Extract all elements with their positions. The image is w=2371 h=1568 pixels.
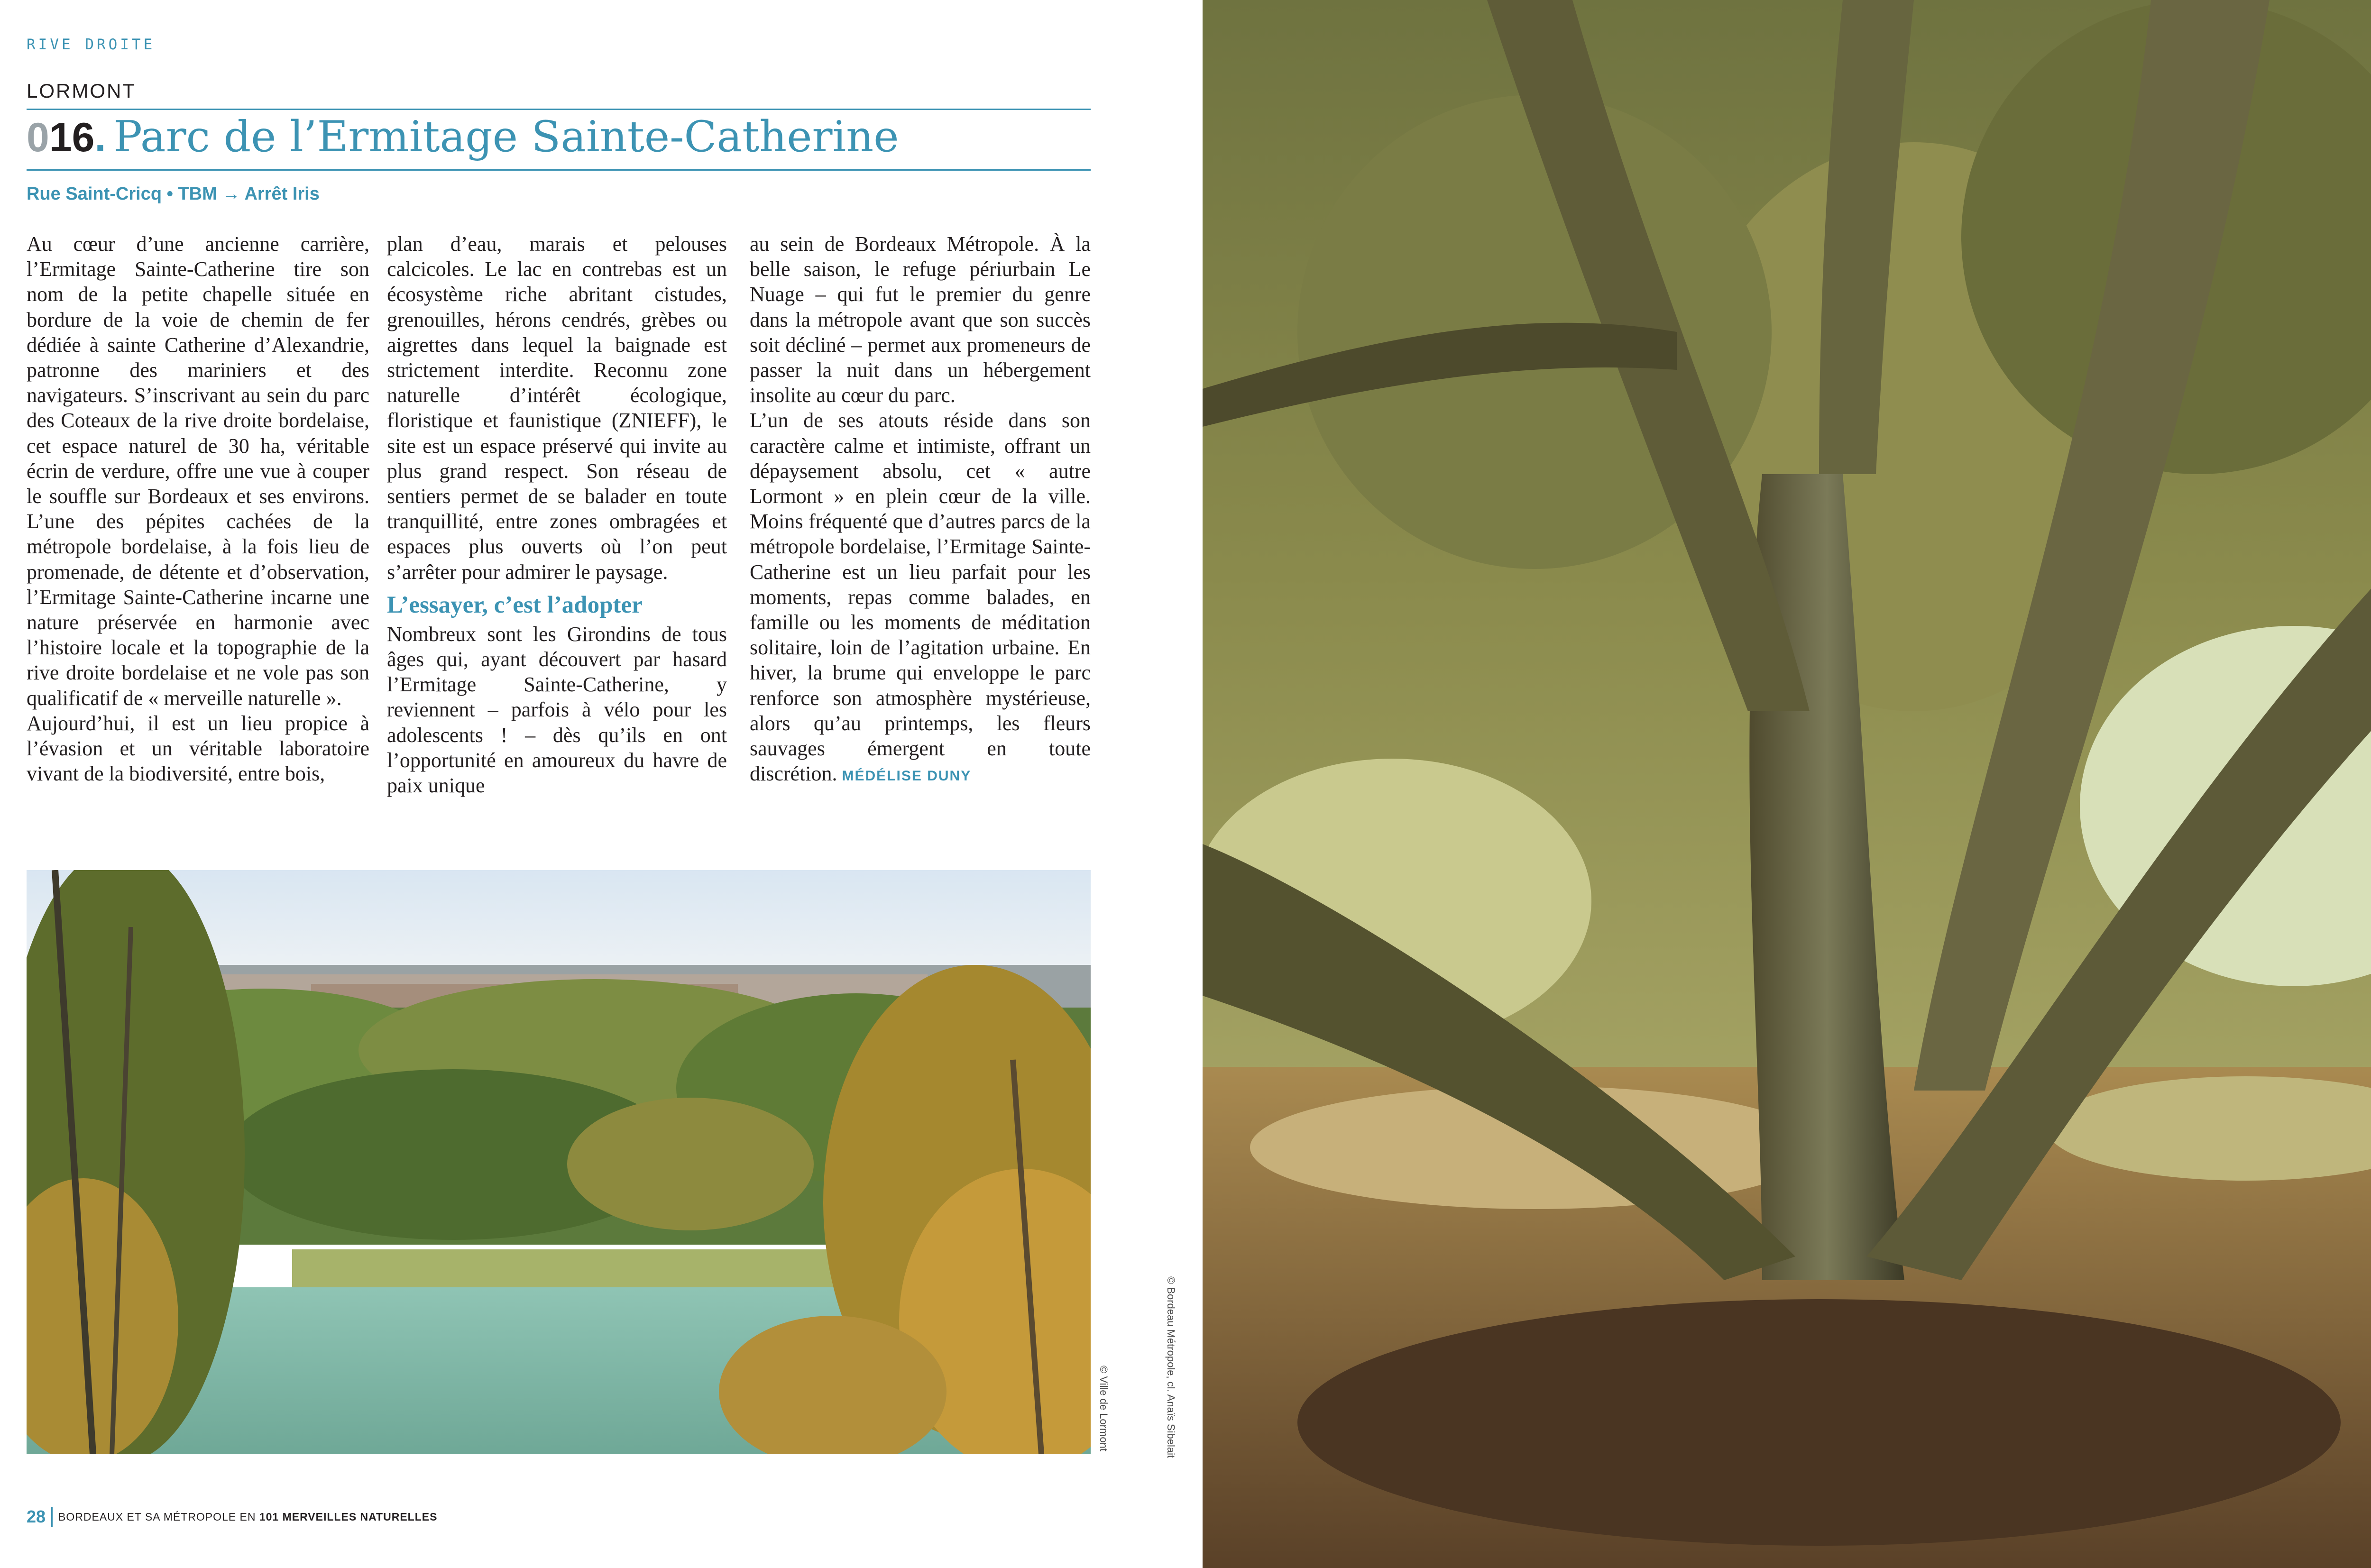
paragraph: Nombreux sont les Girondins de tous âges qui, ayant découvert par hasard l’Ermitage Sainte-Catherine, y reviennent – parfois à vélo pour les adolescents ! – dès qu’ils en ont l’opportunité en amoureux du havre de paix unique [387,622,727,798]
entry-number: 16 [49,115,95,160]
paragraph: Au cœur d’une ancienne carrière, l’Ermitage Sainte-Catherine tire son nom de la petite chapelle située en bordure de la voie de chemin de fer dédiée à sainte Catherine d’Alexandrie, patronne des mariniers et des navigateurs. S’inscrivant au sein du parc des Coteaux de la rive droite bordelaise, cet espace naturel de 30 ha, véritable écrin de verdure, offre une vue à couper le souffle sur Bordeaux et ses environs. L’une des pépites cachées de la métropole bordelaise, à la fois lieu de promenade, de détente et d’observation, l’Ermitage Sainte-Catherine incarne une nature préservée en harmonie avec l’histoire locale et la topographie de la rive droite bordelaise et ne vole pas son qualificatif de « merveille naturelle ». [27,232,369,710]
lake-photo-credit [1096,1366,1111,1456]
paragraph: plan d’eau, marais et pelouses calcicoles. Le lac en contrebas est un écosystème riche abritant cistudes, grenouilles, hérons cendrés, grèbes ou aigrettes dans lequel la baignade est strictement interdite. Reconnu zone naturelle d’intérêt écologique, floristique et faunistique (ZNIEFF), le site est un espace préservé qui invite au plus grand respect. Son réseau de sentiers permet de se balader en toute tranquillité, entre zones ombragées et espaces plus ouverts où l’on peut s’arrêter pour admirer le paysage. [387,232,727,584]
book-title-bold: 101 MERVEILLES NATURELLES [259,1510,438,1523]
right-page [1203,0,2371,1568]
credit-text: © Bordeau Métropole, cl. Anaïs Sibelait [1165,1276,1177,1458]
paragraph-text: L’un de ses atouts réside dans son caractère calme et intimiste, offrant un dépaysement absolu, cet « autre Lormont » en plein cœur de la ville. Moins fréquenté que d’autres parcs de la métropole bordelaise, l’Ermitage Sainte-Catherine est un lieu parfait pour les moments, repas comme balades, en famille ou les moments de méditation solitaire, loin de l’agitation urbaine. En hiver, la brume qui enveloppe le parc renforce son atmosphère mystérieuse, alors qu’au printemps, les fleurs sauvages émergent en toute discrétion. [750,409,1091,786]
city-label: LORMONT [27,80,136,102]
article-title: Parc de l’Ermitage Sainte-Catherine [113,112,899,162]
page-number: 28 [27,1507,53,1527]
lake-photo [27,870,1091,1454]
book-title-prefix: BORDEAUX ET SA MÉTROPOLE EN [58,1510,259,1523]
entry-number-prefix: 0 [27,115,49,160]
book-title [58,1511,437,1523]
text-column-1 [27,231,369,786]
page-footer [27,1507,437,1527]
title-rule-top [27,109,1091,110]
section-label: RIVE DROITE [27,36,156,53]
text-column-2 [387,231,727,798]
section-heading: L’essayer, c’est l’adopter [387,591,643,618]
paragraph: au sein de Bordeaux Métropole. À la belle saison, le refuge périurbain Le Nuage – qui fut le premier du genre dans la métropole avant que son succès soit décliné – permet aux promeneurs de passer la nuit dans un hébergement insolite au cœur du parc. [750,232,1091,407]
entry-number-dot: . [94,115,106,160]
paragraph: Aujourd’hui, il est un lieu propice à l’évasion et un véritable laboratoire vivant de la biodiversité, entre bois, [27,711,369,786]
tree-photo-credit [1164,1276,1178,1457]
author-signature: MÉDÉLISE DUNY [842,768,972,784]
address-line: Rue Saint-Cricq • TBM → Arrêt Iris [27,184,320,204]
title-rule-bottom [27,169,1091,171]
lake-photo-image [27,870,1091,1454]
article-title-row [27,112,899,168]
cedar-tree-photo [1203,0,2371,1568]
credit-text: © Ville de Lormont [1098,1366,1110,1451]
paragraph [750,408,1091,789]
text-column-3 [750,231,1091,789]
